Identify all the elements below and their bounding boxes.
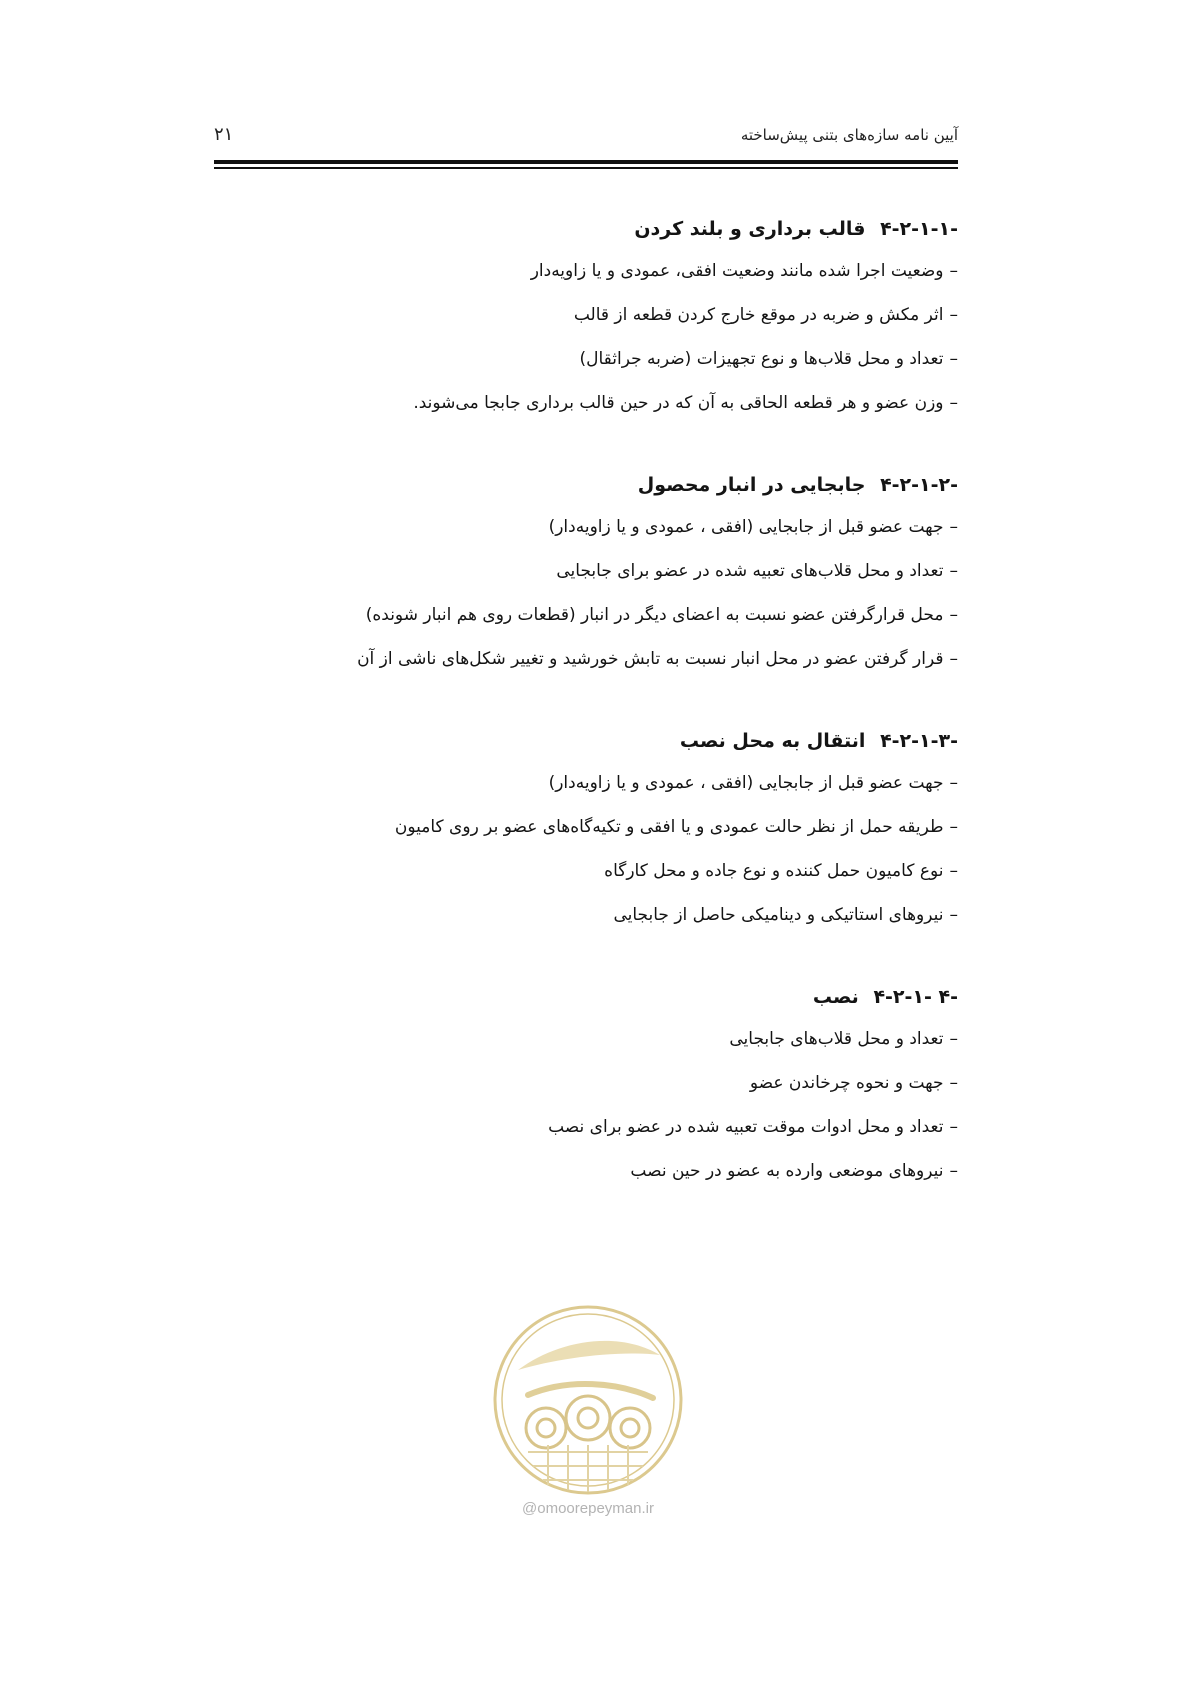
list-item	[198, 256, 958, 300]
item-list	[198, 768, 958, 944]
bullet-dash: –	[949, 261, 958, 281]
list-item	[198, 1068, 958, 1112]
list-item	[198, 388, 958, 432]
section-4	[198, 982, 958, 1200]
item-list	[198, 1024, 958, 1200]
bullet-dash: –	[949, 561, 958, 581]
list-item	[198, 344, 958, 388]
list-item	[198, 512, 958, 556]
watermark	[488, 1300, 688, 1532]
list-item-text: نوع کامیون حمل کننده و نوع جاده و محل کارگاه	[604, 861, 944, 881]
bullet-dash: –	[949, 605, 958, 625]
list-item-text: تعداد و محل قلاب‌ها و نوع تجهیزات (ضربه جراثقال)	[579, 349, 944, 369]
list-item	[198, 812, 958, 856]
bullet-dash: –	[949, 861, 958, 881]
watermark-logo-icon	[488, 1300, 688, 1500]
list-item	[198, 644, 958, 688]
bullet-dash: –	[949, 1029, 958, 1049]
header-rule-thin	[214, 167, 958, 169]
header-rule-thick	[214, 160, 958, 164]
list-item-text: نیروهای استاتیکی و دینامیکی حاصل از جابجایی	[613, 905, 944, 925]
bullet-dash: –	[949, 817, 958, 837]
page-number: ۲۱	[214, 124, 234, 145]
section-heading	[198, 214, 958, 244]
list-item	[198, 1024, 958, 1068]
running-header	[214, 120, 958, 160]
bullet-dash: –	[949, 1161, 958, 1181]
item-list	[198, 256, 958, 432]
list-item	[198, 768, 958, 812]
list-item	[198, 1112, 958, 1156]
list-item	[198, 556, 958, 600]
list-item-text: محل قرارگرفتن عضو نسبت به اعضای دیگر در انبار (قطعات روی هم انبار شونده)	[365, 605, 944, 625]
list-item-text: تعداد و محل قلاب‌های تعبیه شده در عضو برای جابجایی	[556, 561, 944, 581]
section-title: جابجایی در انبار محصول	[637, 474, 866, 496]
section-title: انتقال به محل نصب	[679, 730, 866, 752]
section-1	[198, 214, 958, 432]
list-item-text: جهت و نحوه چرخاندن عضو	[749, 1073, 944, 1093]
section-3	[198, 726, 958, 944]
list-item-text: قرار گرفتن عضو در محل انبار نسبت به تابش خورشید و تغییر شکل‌های ناشی از آن	[357, 649, 944, 669]
list-item-text: جهت عضو قبل از جابجایی (افقی ، عمودی و یا زاویه‌دار)	[548, 773, 944, 793]
item-list	[198, 512, 958, 688]
bullet-dash: –	[949, 649, 958, 669]
list-item	[198, 900, 958, 944]
bullet-dash: –	[949, 517, 958, 537]
section-number: ۴-۲-۱- ۴-	[873, 986, 958, 1008]
watermark-url: @omoorepeyman.ir	[522, 1500, 654, 1517]
list-item-text: تعداد و محل قلاب‌های جابجایی	[729, 1029, 944, 1049]
list-item-text: طریقه حمل از نظر حالت عمودی و یا افقی و تکیه‌گاه‌های عضو بر روی کامیون	[394, 817, 944, 837]
running-header-title: آیین نامه سازه‌های بتنی پیش‌ساخته	[740, 126, 958, 144]
section-heading	[198, 982, 958, 1012]
section-title: قالب برداری و بلند کردن	[634, 218, 866, 240]
bullet-dash: –	[949, 349, 958, 369]
bullet-dash: –	[949, 773, 958, 793]
list-item-text: جهت عضو قبل از جابجایی (افقی ، عمودی و یا زاویه‌دار)	[548, 517, 944, 537]
list-item	[198, 856, 958, 900]
content-body	[198, 214, 958, 1238]
section-heading	[198, 470, 958, 500]
section-number: ۴-۲-۱-۱-	[880, 218, 958, 240]
section-title: نصب	[812, 986, 859, 1008]
section-2	[198, 470, 958, 688]
section-heading	[198, 726, 958, 756]
bullet-dash: –	[949, 1073, 958, 1093]
list-item-text: وزن عضو و هر قطعه الحاقی به آن که در حین قالب برداری جابجا می‌شوند.	[413, 393, 944, 413]
list-item	[198, 300, 958, 344]
list-item	[198, 600, 958, 644]
section-number: ۴-۲-۱-۲-	[880, 474, 958, 496]
section-number: ۴-۲-۱-۳-	[880, 730, 958, 752]
bullet-dash: –	[949, 393, 958, 413]
list-item	[198, 1156, 958, 1200]
list-item-text: وضعیت اجرا شده مانند وضعیت افقی، عمودی و یا زاویه‌دار	[530, 261, 944, 281]
bullet-dash: –	[949, 1117, 958, 1137]
list-item-text: تعداد و محل ادوات موقت تعبیه شده در عضو برای نصب	[548, 1117, 944, 1137]
bullet-dash: –	[949, 305, 958, 325]
list-item-text: نیروهای موضعی وارده به عضو در حین نصب	[630, 1161, 944, 1181]
list-item-text: اثر مکش و ضربه در موقع خارج کردن قطعه از قالب	[573, 305, 944, 325]
bullet-dash: –	[949, 905, 958, 925]
